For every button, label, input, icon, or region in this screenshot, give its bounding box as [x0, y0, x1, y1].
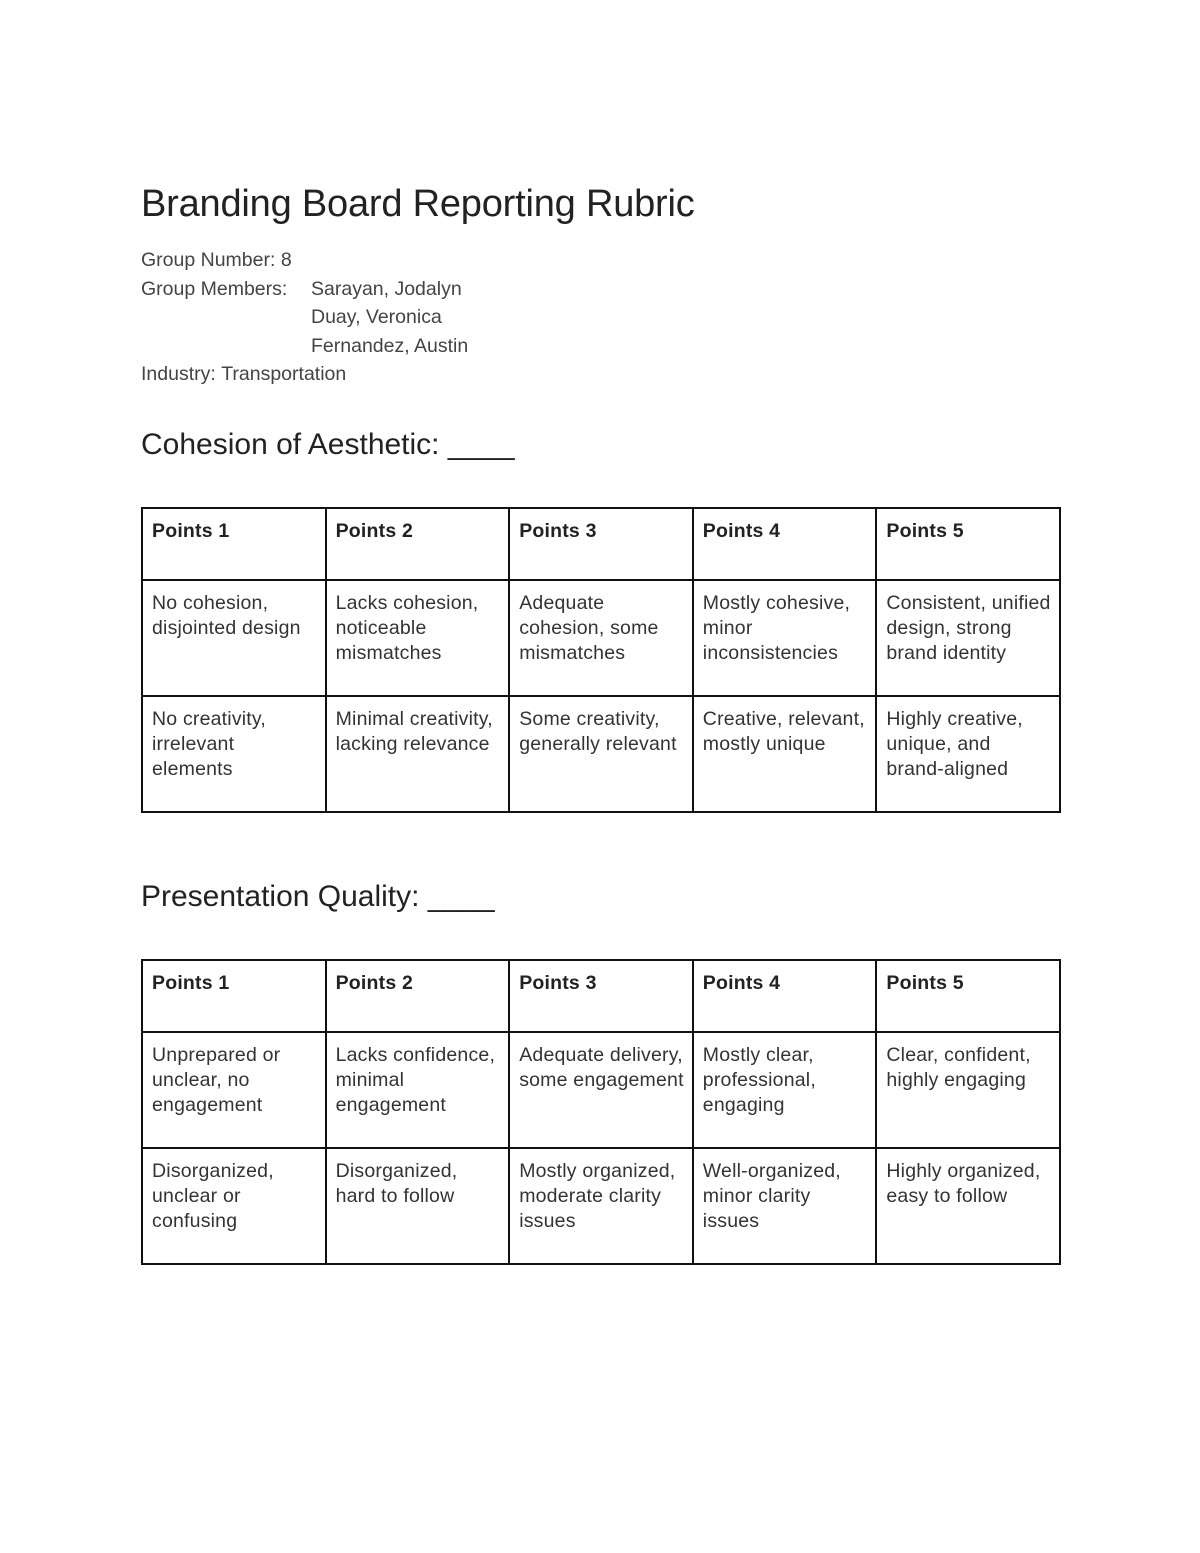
- document-page: [141, 180, 1061, 1265]
- table-cell: No cohesion, disjointed design: [142, 580, 326, 696]
- table-cell: Adequate delivery, some engagement: [509, 1032, 693, 1148]
- table-row: [142, 1148, 1060, 1264]
- group-number-label: Group Number:: [141, 249, 276, 271]
- column-header: Points 1: [142, 508, 326, 580]
- table-cell: Adequate cohesion, some mismatches: [509, 580, 693, 696]
- column-header: Points 4: [693, 960, 877, 1032]
- group-members-row: [141, 275, 1061, 361]
- table-cell: No creativity, irrelevant elements: [142, 696, 326, 812]
- column-header: Points 3: [509, 508, 693, 580]
- group-info: [141, 246, 1061, 389]
- table-cell: Disorganized, unclear or confusing: [142, 1148, 326, 1264]
- column-header: Points 5: [876, 960, 1060, 1032]
- section-title-presentation: Presentation Quality: ____: [141, 879, 495, 913]
- group-member: Fernandez, Austin: [311, 334, 469, 357]
- column-header: Points 4: [693, 508, 877, 580]
- table-cell: Mostly clear, professional, engaging: [693, 1032, 877, 1148]
- table-cell: Creative, relevant, mostly unique: [693, 696, 877, 812]
- table-cell: Unprepared or unclear, no engagement: [142, 1032, 326, 1148]
- group-members-label: Group Members:: [141, 277, 288, 300]
- table-row: [142, 1032, 1060, 1148]
- table-cell: Clear, confident, highly engaging: [876, 1032, 1060, 1148]
- table-header-row: [142, 508, 1060, 580]
- table-cell: Lacks cohesion, noticeable mismatches: [326, 580, 510, 696]
- rubric-table-cohesion: [141, 507, 1061, 813]
- document-title: Branding Board Reporting Rubric: [141, 183, 695, 225]
- table-cell: Lacks confidence, minimal engagement: [326, 1032, 510, 1148]
- column-header: Points 2: [326, 960, 510, 1032]
- industry-row: [141, 360, 1061, 389]
- table-row: [142, 696, 1060, 812]
- table-cell: Well-organized, minor clarity issues: [693, 1148, 877, 1264]
- table-cell: Some creativity, generally relevant: [509, 696, 693, 812]
- column-header: Points 5: [876, 508, 1060, 580]
- group-member: Duay, Veronica: [311, 306, 442, 328]
- table-header-row: [142, 960, 1060, 1032]
- column-header: Points 3: [509, 960, 693, 1032]
- table-cell: Disorganized, hard to follow: [326, 1148, 510, 1264]
- table-cell: Mostly cohesive, minor inconsistencies: [693, 580, 877, 696]
- column-header: Points 1: [142, 960, 326, 1032]
- group-member: Sarayan, Jodalyn: [311, 277, 462, 300]
- column-header: Points 2: [326, 508, 510, 580]
- industry-value: Transportation: [221, 363, 347, 385]
- group-number-row: [141, 246, 1061, 275]
- table-row: [142, 580, 1060, 696]
- group-members-list: [311, 275, 468, 361]
- industry-label: Industry:: [141, 363, 216, 385]
- table-cell: Highly organized, easy to follow: [876, 1148, 1060, 1264]
- rubric-table-presentation: [141, 959, 1061, 1265]
- table-cell: Minimal creativity, lacking relevance: [326, 696, 510, 812]
- group-number-value: 8: [280, 249, 292, 271]
- table-cell: Mostly organized, moderate clarity issues: [509, 1148, 693, 1264]
- section-title-cohesion: Cohesion of Aesthetic: ____: [141, 427, 515, 461]
- table-cell: Consistent, unified design, strong brand identity: [876, 580, 1060, 696]
- table-cell: Highly creative, unique, and brand-aligned: [876, 696, 1060, 812]
